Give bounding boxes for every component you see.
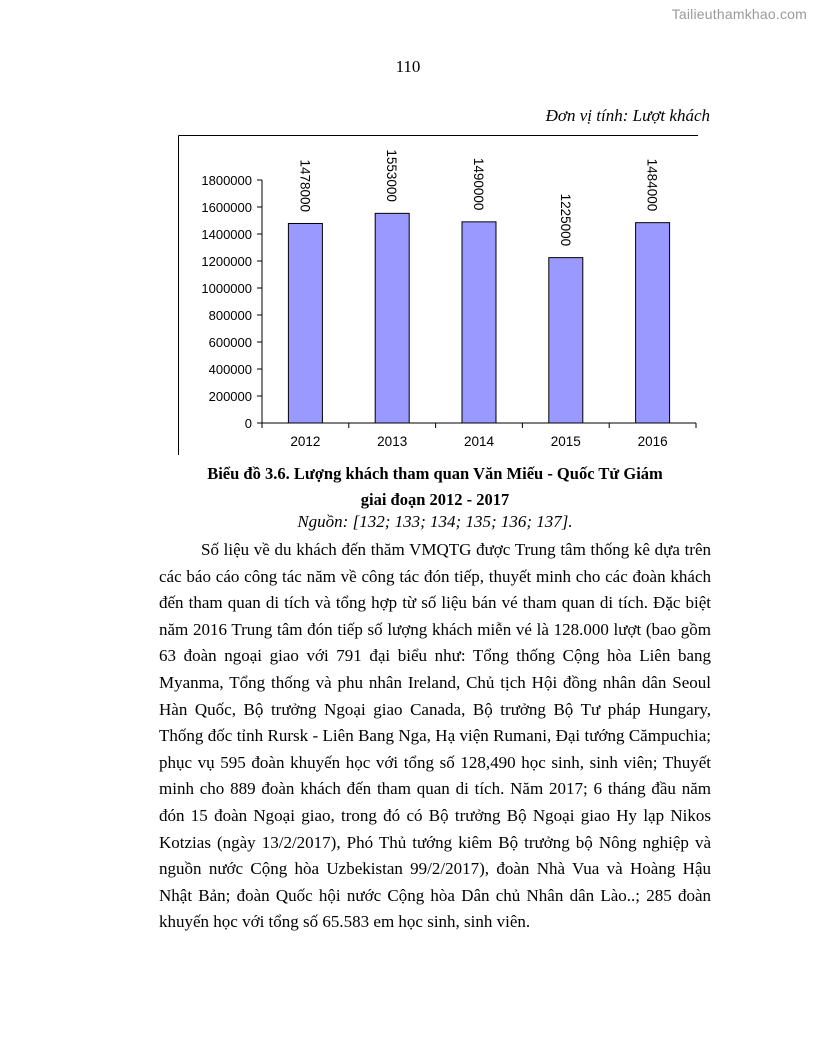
data-label: 1553000 <box>384 149 400 202</box>
data-label: 1484000 <box>644 158 660 212</box>
x-tick-label: 2013 <box>377 434 408 449</box>
figure-caption-line1: Biểu đồ 3.6. Lượng khách tham quan Văn Miếu - Quốc Tử Giám <box>207 464 663 483</box>
watermark: Tailieuthamkhao.com <box>671 6 807 22</box>
y-tick-label: 1200000 <box>201 254 252 269</box>
page-number: 110 <box>395 57 421 76</box>
y-tick-label: 400000 <box>208 362 252 377</box>
y-tick-label: 200000 <box>208 389 252 404</box>
bar <box>549 258 583 423</box>
x-tick-label: 2015 <box>550 434 581 449</box>
bar <box>462 222 496 423</box>
bar-chart <box>178 135 698 455</box>
data-label: 1225000 <box>557 193 573 247</box>
y-tick-label: 0 <box>244 416 252 431</box>
y-tick-label: 800000 <box>208 308 252 323</box>
data-label: 1490000 <box>471 157 486 211</box>
figure-caption <box>0 461 816 513</box>
x-tick-label: 2012 <box>290 434 321 449</box>
y-tick-label: 1000000 <box>201 281 252 296</box>
y-tick-label: 1400000 <box>201 227 252 242</box>
x-tick-label: 2014 <box>463 434 495 449</box>
bar <box>375 213 409 423</box>
x-tick-label: 2016 <box>637 434 668 449</box>
y-tick-label: 600000 <box>208 335 252 350</box>
figure-source: Nguồn: [132; 133; 134; 135; 136; 137]. <box>297 512 573 531</box>
bar <box>636 223 670 423</box>
y-tick-label: 1600000 <box>201 200 252 215</box>
data-label: 1478000 <box>297 159 313 213</box>
figure-caption-line2: giai đoạn 2012 - 2017 <box>360 490 510 509</box>
y-tick-label: 1800000 <box>201 173 252 188</box>
body-text <box>159 537 711 936</box>
bar <box>288 223 322 423</box>
bar-chart-svg <box>178 135 698 455</box>
body-paragraph: Số liệu về du khách đến thăm VMQTG được Trung tâm thống kê dựa trên các báo cáo công tác năm về công tác đón tiếp, thuyết minh cho các đoàn khách đến tham quan di tích và tổng hợp từ số liệu bán vé tham quan di tích. Đặc biệt năm 2016 Trung tâm đón tiếp số lượng khách miễn vé là 128.000 lượt (bao gồm 63 đoàn ngoại giao với 791 đại biểu như: Tổng thống Cộng hòa Liên bang Myanma, Tổng thống và phu nhân Ireland, Chủ tịch Hội đồng nhân dân Seoul Hàn Quốc, Bộ trưởng Ngoại giao Canada, Bộ trưởng Bộ Tư pháp Hungary, Thống đốc tỉnh Rursk - Liên Bang Nga, Hạ viện Rumani, Đại tướng Cămpuchia; phục vụ 595 đoàn khuyến học với tổng số 128,490 học sinh, sinh viên; Thuyết minh cho 889 đoàn khách đến tham quan di tích. Năm 2017; 6 tháng đầu năm đón 15 đoàn Ngoại giao, trong đó có Bộ trưởng Bộ Ngoại giao Hy lạp Nikos Kotzias (ngày 13/2/2017), Phó Thủ tướng kiêm Bộ trưởng bộ Nông nghiệp và nguồn nước Cộng hòa Uzbekistan 99/2/2017), đoàn Nhà Vua và Hoàng Hậu Nhật Bản; đoàn Quốc hội nước Cộng hòa Dân chủ Nhân dân Lào..; 285 đoàn khuyến học với tổng số 65.583 em học sinh, sinh viên. <box>159 540 711 932</box>
unit-label: Đơn vị tính: Lượt khách <box>545 106 710 125</box>
